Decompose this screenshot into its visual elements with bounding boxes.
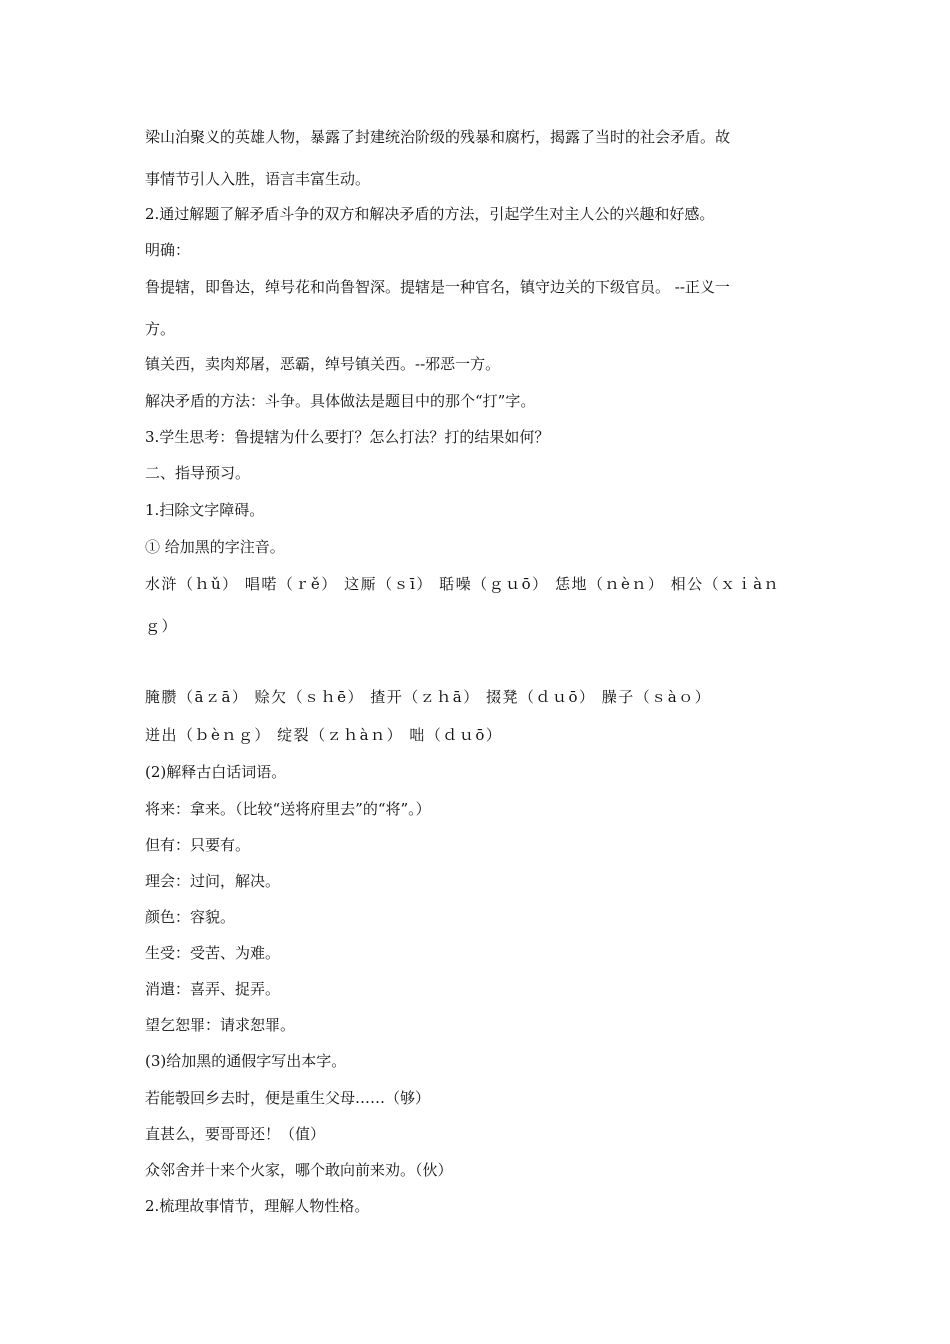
- paragraph-line: 鲁提辖，即鲁达，绰号花和尚鲁智深。提辖是一种官名，镇守边关的下级官员。 --正义一: [145, 278, 730, 296]
- paragraph-line: 若能彀回乡去时，便是重生父母……（够）: [145, 1089, 431, 1107]
- pinyin-line: 迸出（ｂèｎｇ） 绽裂（ｚｈàｎ） 咄（ｄｕō）: [145, 726, 503, 744]
- paragraph-line: 方。: [145, 320, 176, 338]
- paragraph-line: 1.扫除文字障碍。: [145, 501, 265, 519]
- paragraph-line: 但有：只要有。: [145, 836, 251, 854]
- paragraph-line: (3)给加黑的通假字写出本字。: [145, 1052, 347, 1070]
- paragraph-line: (2)解释古白话词语。: [145, 763, 287, 781]
- paragraph-line: 2.梳理故事情节，理解人物性格。: [145, 1197, 370, 1215]
- paragraph-line: 解决矛盾的方法：斗争。具体做法是题目中的那个“打”字。: [145, 392, 536, 410]
- paragraph-line: 理会：过问，解决。: [145, 872, 281, 890]
- paragraph-line: 3.学生思考：鲁提辖为什么要打？怎么打法？打的结果如何？: [145, 428, 550, 446]
- paragraph-line: ① 给加黑的字注音。: [145, 538, 285, 556]
- paragraph-line: 众邻舍并十来个火家，哪个敢向前来劝。（伙）: [145, 1161, 453, 1179]
- paragraph-line: 生受：受苦、为难。: [145, 944, 281, 962]
- pinyin-line: 水浒（ｈǔ） 唱喏（ｒě） 这厮（ｓī） 聒噪（ｇｕō） 恁地（ｎèｎ） 相公（ｘｉàｎ: [145, 575, 781, 593]
- paragraph-line: 镇关西，卖肉郑屠，恶霸，绰号镇关西。--邪恶一方。: [145, 355, 501, 373]
- pinyin-line: 腌臜（āｚā） 赊欠（ｓｈē） 揸开（ｚｈā） 掇凳（ｄｕō） 臊子（ｓàｏ）: [145, 688, 712, 706]
- paragraph-line: 将来：拿来。（比较“送将府里去”的“将”。）: [145, 800, 431, 818]
- paragraph-line: 事情节引人入胜，语言丰富生动。: [145, 170, 371, 188]
- paragraph-line: 消遣：喜弄、捉弄。: [145, 980, 281, 998]
- section-heading: 二、指导预习。: [145, 464, 251, 482]
- paragraph-line: 梁山泊聚义的英雄人物，暴露了封建统治阶级的残暴和腐朽，揭露了当时的社会矛盾。故: [145, 128, 731, 146]
- paragraph-line: 明确：: [145, 241, 191, 259]
- paragraph-line: 2.通过解题了解矛盾斗争的双方和解决矛盾的方法，引起学生对主人公的兴趣和好感。: [145, 205, 715, 223]
- paragraph-line: 直甚么，要哥哥还！（值）: [145, 1125, 326, 1143]
- paragraph-line: 望乞恕罪：请求恕罪。: [145, 1016, 296, 1034]
- paragraph-line: 颜色：容貌。: [145, 908, 236, 926]
- pinyin-line: ｇ）: [145, 617, 179, 635]
